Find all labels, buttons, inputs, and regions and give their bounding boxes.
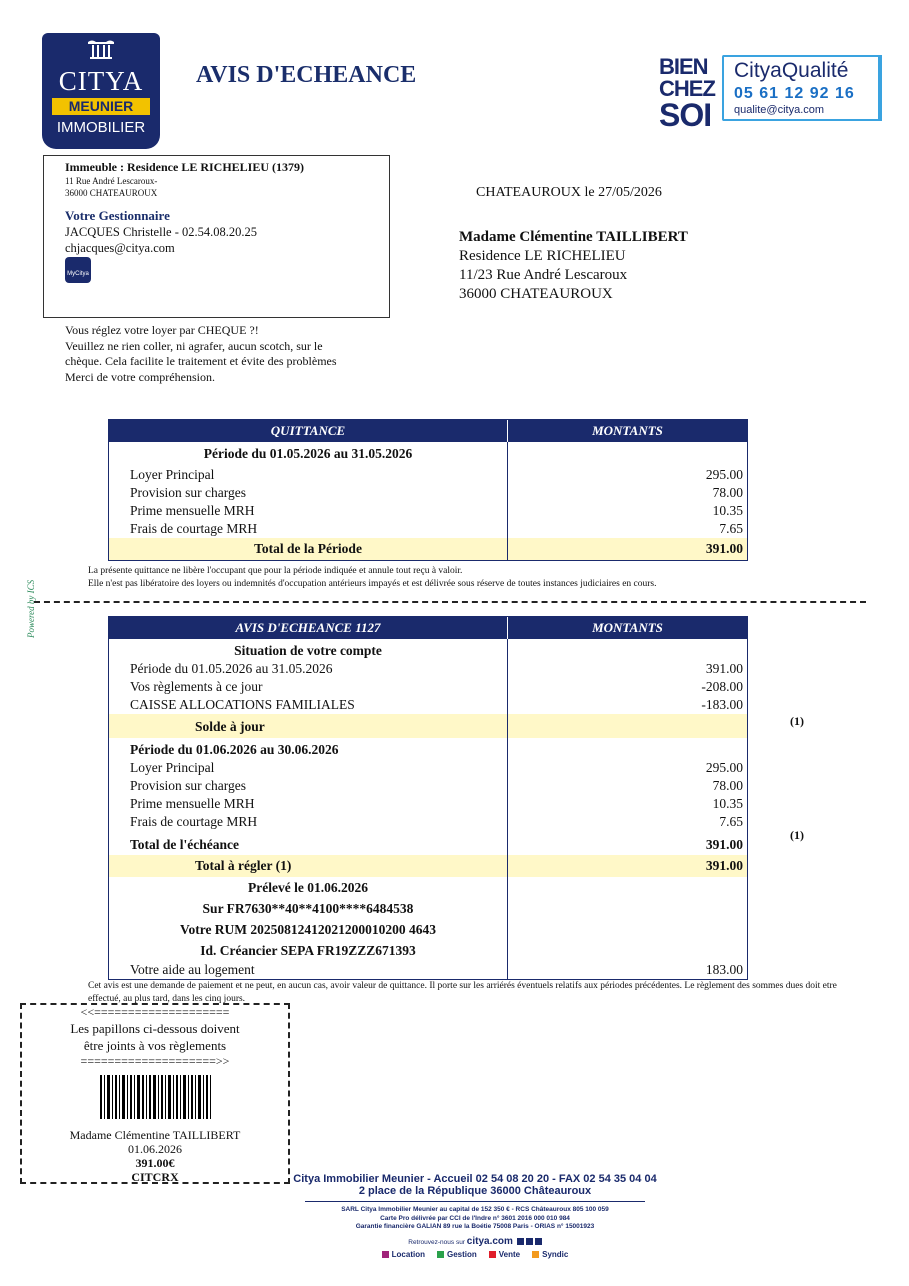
building-city: 36000 CHATEAUROUX — [65, 188, 158, 198]
total-regler-label: Total à régler (1) — [109, 855, 508, 877]
manager-email[interactable]: chjacques@citya.com — [65, 241, 175, 255]
table-row — [109, 484, 747, 502]
avis-col-label: AVIS D'ECHEANCE 1127 — [109, 617, 508, 639]
row-label: Frais de courtage MRH — [109, 813, 508, 831]
category-square — [489, 1251, 496, 1258]
row-amount: 78.00 — [712, 778, 743, 793]
quittance-note — [88, 565, 657, 590]
table-row — [109, 813, 747, 831]
cut-line — [34, 601, 866, 603]
table-row — [109, 738, 747, 759]
recipient-address — [459, 228, 688, 304]
bien-chez-soi-logo — [659, 54, 715, 133]
total-echeance-row — [109, 831, 747, 855]
category-vente — [489, 1250, 520, 1259]
recipient-name: Madame Clémentine TAILLIBERT — [459, 229, 688, 245]
coupon-code: CITCRX — [131, 1170, 179, 1184]
table-row — [109, 940, 747, 961]
row-label: Prime mensuelle MRH — [109, 795, 508, 813]
recipient-line-3: 36000 CHATEAUROUX — [459, 286, 613, 302]
footer-line-1: Citya Immobilier Meunier - Accueil 02 54 08 20 20 - FAX 02 54 35 04 04 — [293, 1173, 657, 1185]
row-label: Provision sur charges — [109, 777, 508, 795]
find-us-text: Retrouvez-nous sur — [408, 1238, 465, 1246]
quittance-col-amount: MONTANTS — [592, 423, 663, 438]
cheque-line: Veuillez ne rien coller, ni agrafer, aucun scotch, sur le — [65, 338, 323, 353]
table-row — [109, 919, 747, 940]
quittance-note-1: La présente quittance ne libère l'occupant que pour la période indiquée et annule tout reçu à valoir. — [88, 566, 463, 576]
row-amount: 295.00 — [705, 467, 743, 482]
footer-legal-2: Carte Pro délivrée par CCI de l'Indre n° 3601 2016 000 010 984 — [380, 1214, 570, 1222]
quittance-total-row — [109, 538, 747, 560]
rum-line: Votre RUM 20250812412021200010200 4643 — [109, 919, 508, 940]
coupon-line-2: être joints à vos règlements — [83, 1038, 227, 1053]
category-label: Syndic — [542, 1249, 569, 1259]
cheque-line: Vous réglez votre loyer par CHEQUE ?! — [65, 323, 259, 337]
row-label: Provision sur charges — [109, 484, 508, 502]
footer-find-us — [270, 1236, 680, 1247]
quality-email: qualite@citya.com — [734, 104, 825, 116]
sepa-line: Id. Créancier SEPA FR19ZZZ671393 — [109, 940, 508, 961]
bcs-line-2: CHEZ — [659, 76, 715, 101]
table-row — [109, 759, 747, 777]
cheque-line: chèque. Cela facilite le traitement et évite des problèmes — [65, 354, 337, 368]
total-regler-row — [109, 855, 747, 877]
citya-qualite-box — [722, 55, 882, 121]
citya-logo — [42, 33, 160, 149]
row-label: CAISSE ALLOCATIONS FAMILIALES — [109, 696, 508, 714]
coupon-name: Madame Clémentine TAILLIBERT — [69, 1128, 241, 1142]
quittance-table — [108, 419, 748, 561]
total-amount: 391.00 — [705, 541, 743, 556]
coupon-top-arrow: <<==================== — [80, 1005, 230, 1019]
footnote-marker: (1) — [790, 714, 804, 728]
barcode-icon — [100, 1075, 211, 1119]
table-row — [109, 639, 747, 660]
table-row — [109, 520, 747, 538]
category-label: Gestion — [446, 1249, 477, 1259]
solde-label: Solde à jour — [109, 714, 508, 738]
row-amount: 7.65 — [719, 814, 743, 829]
page-title: AVIS D'ECHEANCE — [196, 62, 417, 88]
payment-coupon — [20, 1003, 290, 1184]
table-row — [109, 442, 747, 466]
powered-by-text: Powered by ICS — [26, 579, 36, 638]
manager-line: JACQUES Christelle - 02.54.08.20.25 — [65, 225, 258, 239]
site-link[interactable]: citya.com — [466, 1235, 513, 1247]
coupon-line-1: Les papillons ci-dessous doivent — [70, 1021, 240, 1036]
row-amount: -208.00 — [701, 679, 743, 694]
solde-row — [109, 714, 747, 738]
coupon-date: 01.06.2026 — [128, 1142, 182, 1156]
category-syndic — [532, 1250, 568, 1259]
table-row — [109, 777, 747, 795]
situation-heading: Situation de votre compte — [109, 639, 508, 660]
footer-line-2: 2 place de la République 36000 Châteauroux — [358, 1185, 592, 1197]
row-label: Loyer Principal — [109, 759, 508, 777]
solde-amount — [508, 714, 747, 738]
table-row — [109, 696, 747, 714]
building-box — [43, 155, 390, 318]
footer — [270, 1173, 680, 1259]
twitter-icon[interactable] — [526, 1238, 533, 1245]
avis-note: Cet avis est une demande de paiement et ne peut, en aucun cas, avoir valeur de quittance. Il porte sur les arriérés éventuels relatifs aux périodes précédentes. Le règlement des sommes dues doit etre effectué, au plus tard, dans les cinq jours. — [88, 981, 837, 1004]
table-row — [109, 678, 747, 696]
mycitya-app-icon[interactable] — [65, 257, 91, 283]
footer-categories — [270, 1250, 680, 1259]
row-amount: 10.35 — [712, 503, 743, 518]
table-row — [109, 660, 747, 678]
preleve-line: Prélevé le 01.06.2026 — [109, 877, 508, 898]
category-square — [437, 1251, 444, 1258]
bcs-line-3: SOI — [659, 97, 712, 133]
footer-divider — [305, 1201, 645, 1202]
aide-amount: 183.00 — [705, 962, 743, 977]
table-row — [109, 961, 747, 979]
quality-name: CityaQualité — [734, 59, 849, 82]
logo-brand: CITYA — [58, 66, 144, 96]
linkedin-icon[interactable] — [535, 1238, 542, 1245]
footnote-marker: (1) — [790, 828, 804, 842]
date-line: CHATEAUROUX le 27/05/2026 — [476, 185, 662, 200]
row-label: Frais de courtage MRH — [109, 520, 508, 538]
row-amount: -183.00 — [701, 697, 743, 712]
quittance-period: Période du 01.05.2026 au 31.05.2026 — [109, 442, 508, 466]
avis-table — [108, 616, 748, 980]
row-label: Vos règlements à ce jour — [109, 678, 508, 696]
avis-col-amount: MONTANTS — [592, 620, 663, 635]
mycitya-label: MyCitya — [67, 271, 89, 277]
row-amount: 295.00 — [705, 760, 743, 775]
table-row — [109, 466, 747, 484]
recipient-line-2: 11/23 Rue André Lescaroux — [459, 267, 628, 283]
quality-phone: 05 61 12 92 16 — [734, 85, 855, 102]
cheque-line: Merci de votre compréhension. — [65, 369, 215, 384]
iban-line: Sur FR7630**40**4100****6484538 — [109, 898, 508, 919]
quittance-header — [109, 420, 747, 442]
row-label: Prime mensuelle MRH — [109, 502, 508, 520]
powered-by-ics — [16, 570, 46, 640]
category-label: Location — [391, 1249, 425, 1259]
table-row — [109, 795, 747, 813]
logo-band: MEUNIER — [52, 98, 150, 115]
cheque-note — [65, 323, 337, 385]
footer-legal-3: Garantie financière GALIAN 89 rue la Boétie 75008 Paris - ORIAS n° 15001923 — [355, 1223, 595, 1230]
quittance-note-2: Elle n'est pas libératoire des loyers ou indemnités d'occupation antérieurs impayés et est délivrée sous réserve de toutes instances judiciaires en cours. — [88, 578, 657, 589]
row-amount: 7.65 — [719, 521, 743, 536]
facebook-icon[interactable] — [517, 1238, 524, 1245]
row-amount: 78.00 — [712, 485, 743, 500]
category-location — [382, 1250, 425, 1259]
column-icon — [86, 39, 116, 59]
category-label: Vente — [498, 1249, 521, 1259]
table-row — [109, 877, 747, 898]
category-square — [532, 1251, 539, 1258]
total-label: Total de la Période — [109, 538, 508, 560]
quittance-col-label: QUITTANCE — [109, 420, 508, 442]
category-gestion — [437, 1250, 477, 1259]
table-row — [109, 898, 747, 919]
bcs-line-1: BIEN — [659, 54, 708, 79]
logo-sub: IMMOBILIER — [56, 119, 146, 136]
avis-header — [109, 617, 747, 639]
period2-heading: Période du 01.06.2026 au 30.06.2026 — [109, 738, 508, 759]
row-amount: 391.00 — [705, 661, 743, 676]
row-label: Loyer Principal — [109, 466, 508, 484]
coupon-amount: 391.00€ — [135, 1156, 175, 1170]
total-echeance-label: Total de l'échéance — [109, 831, 508, 855]
building-street: 11 Rue André Lescaroux- — [65, 176, 158, 186]
manager-heading: Votre Gestionnaire — [65, 208, 170, 223]
quality-bar — [878, 55, 882, 121]
table-row — [109, 502, 747, 520]
building-title: Immeuble : Residence LE RICHELIEU (1379) — [65, 160, 304, 174]
total-echeance-amount: 391.00 — [705, 837, 743, 852]
total-regler-amount: 391.00 — [705, 858, 743, 873]
aide-label: Votre aide au logement — [109, 961, 508, 979]
recipient-line-1: Residence LE RICHELIEU — [459, 248, 626, 264]
category-square — [382, 1251, 389, 1258]
footer-legal-1: SARL Citya Immobilier Meunier au capital de 152 350 € - RCS Châteauroux 805 100 059 — [341, 1206, 609, 1213]
row-label: Période du 01.05.2026 au 31.05.2026 — [109, 660, 508, 678]
row-amount: 10.35 — [712, 796, 743, 811]
coupon-bottom-arrow: ====================>> — [80, 1054, 230, 1068]
